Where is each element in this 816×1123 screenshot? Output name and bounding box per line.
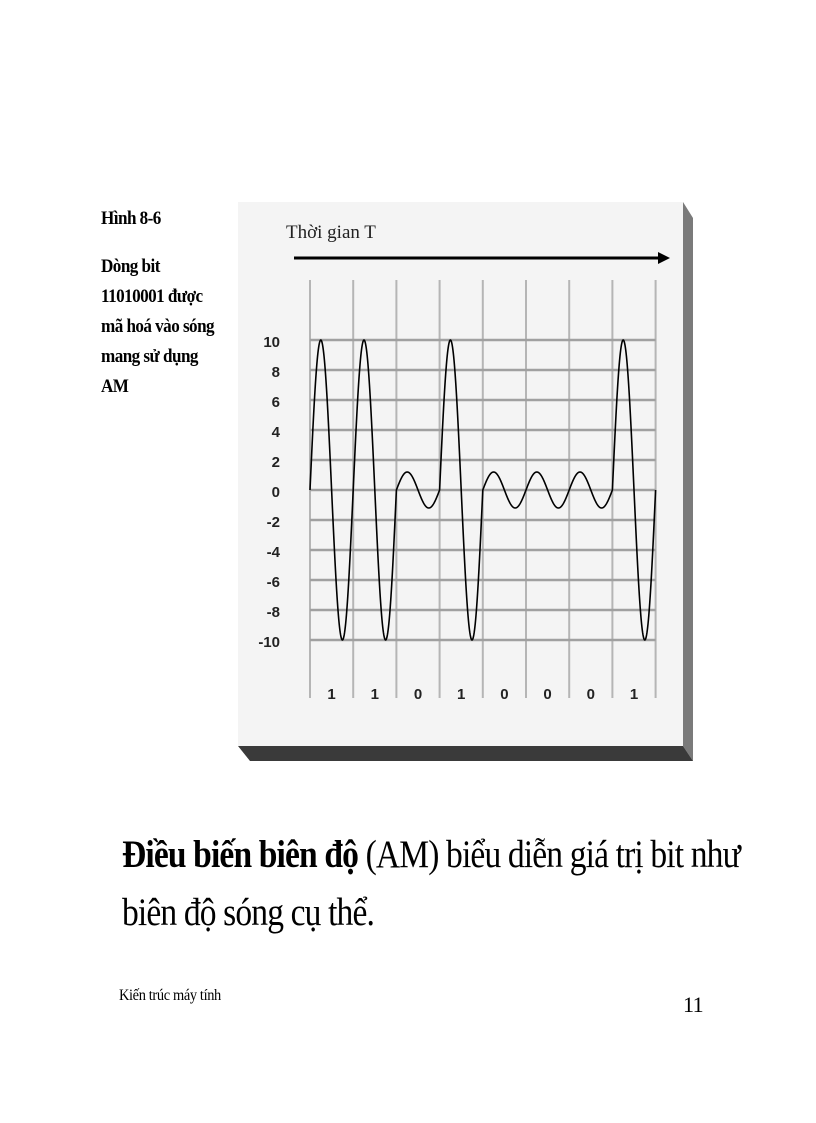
bit-label: 1 <box>629 686 639 703</box>
y-tick-label: -2 <box>266 514 280 531</box>
y-tick-label: 8 <box>271 364 280 381</box>
footer-course-title: Kiến trúc máy tính <box>119 987 221 1004</box>
y-tick-label: 10 <box>263 334 280 351</box>
bit-label: 1 <box>370 686 379 703</box>
time-axis-label: Thời gian T <box>286 222 376 243</box>
bit-label: 0 <box>543 686 552 703</box>
y-tick-label: -10 <box>258 634 280 651</box>
body-bold-lead: Điều biến biên độ <box>122 833 359 876</box>
bit-label: 0 <box>413 686 423 703</box>
body-rest-line1: (AM) biểu diễn giá trị bit như <box>358 833 740 876</box>
y-tick-label: 4 <box>271 424 280 441</box>
figure-description: Dòng bit 11010001 được mã hoá vào sóng mang sử dụng AM <box>101 256 215 397</box>
body-text <box>122 826 740 942</box>
body-line2: biên độ sóng cụ thể. <box>122 891 375 934</box>
y-tick-label: -4 <box>266 544 280 561</box>
figure-caption <box>101 206 236 402</box>
am-modulation-figure <box>238 196 698 766</box>
figure-bottom-shadow <box>238 746 693 761</box>
page-number: 11 <box>683 992 704 1017</box>
y-tick-label: 6 <box>271 394 280 411</box>
bit-label: 1 <box>457 686 466 703</box>
figure-label: Hình 8-6 <box>101 208 161 229</box>
y-tick-label: 2 <box>271 454 280 471</box>
bit-label: 0 <box>586 686 595 703</box>
bit-label: 0 <box>500 686 509 703</box>
y-tick-label: -6 <box>266 574 280 591</box>
bit-label: 1 <box>327 686 336 703</box>
y-tick-label: 0 <box>271 484 280 501</box>
figure-side-shadow <box>683 202 693 761</box>
y-tick-label: -8 <box>266 604 280 621</box>
